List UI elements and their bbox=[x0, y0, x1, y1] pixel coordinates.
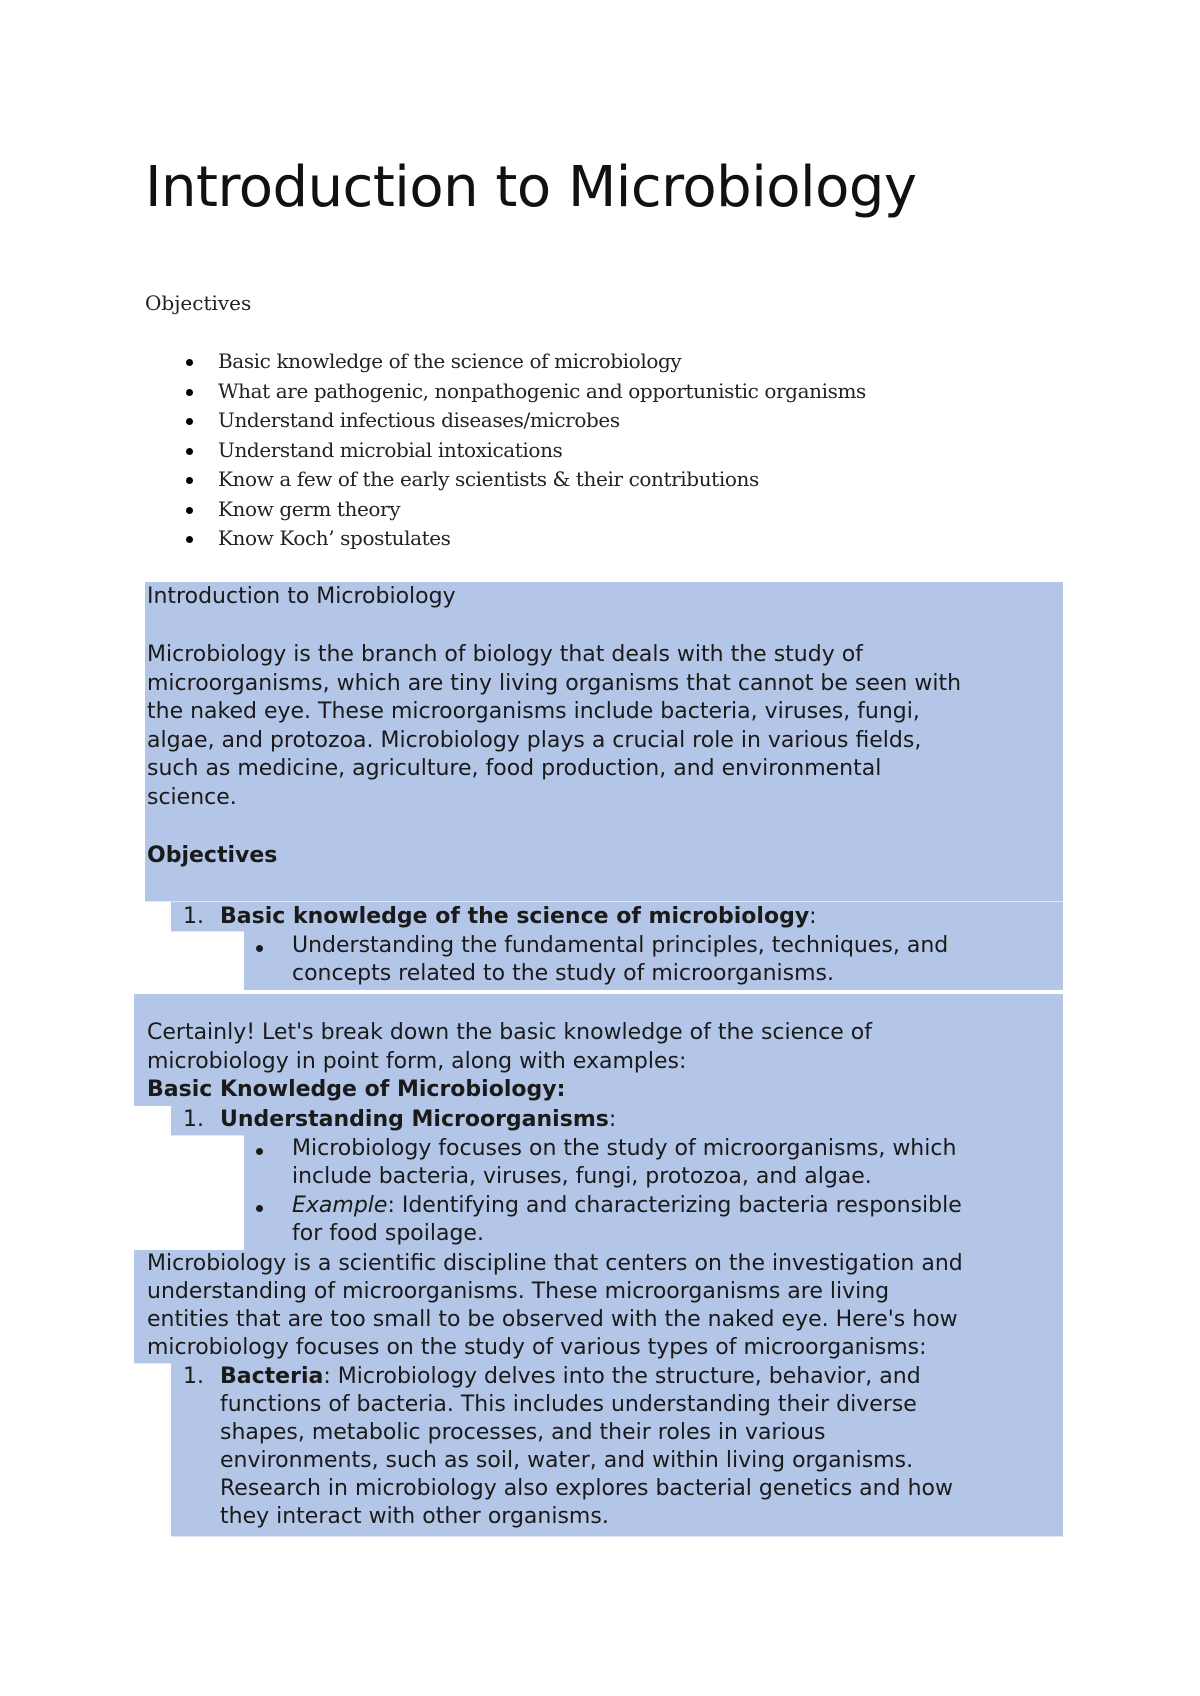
block1-item1-number: 1. bbox=[183, 904, 204, 929]
block3-item1-line: Research in microbiology also explores bacterial genetics and how bbox=[220, 1476, 953, 1501]
block2-example-line: Example: Identifying and characterizing bacteria responsible bbox=[292, 1193, 962, 1218]
list-item: Know a few of the early scientists & their contributions bbox=[186, 465, 866, 495]
bullet-icon bbox=[186, 507, 193, 514]
list-item: Understand microbial intoxications bbox=[186, 436, 866, 466]
list-item: Know Koch’ spostulates bbox=[186, 524, 866, 554]
block3-item1-number: 1. bbox=[183, 1364, 204, 1389]
block3-para-line: microbiology focuses on the study of various types of microorganisms: bbox=[147, 1335, 927, 1360]
block2-intro-line: microbiology in point form, along with examples: bbox=[147, 1049, 687, 1074]
block2-item1-number: 1. bbox=[183, 1107, 204, 1132]
block2-sub-line: include bacteria, viruses, fungi, protozoa, and algae. bbox=[292, 1164, 872, 1189]
block1-para-line: such as medicine, agriculture, food production, and environmental bbox=[147, 756, 882, 781]
block1-sub-line: Understanding the fundamental principles, techniques, and bbox=[292, 933, 949, 958]
bullet-icon bbox=[256, 945, 263, 952]
block1-para-line: science. bbox=[147, 785, 237, 810]
block2-example-line: for food spoilage. bbox=[292, 1221, 484, 1246]
bullet-icon bbox=[256, 1148, 263, 1155]
highlight-strip bbox=[145, 872, 1063, 902]
list-item: Know germ theory bbox=[186, 495, 866, 525]
block2-heading: Basic Knowledge of Microbiology: bbox=[147, 1077, 566, 1102]
block1-item1: Basic knowledge of the science of microbiology: bbox=[220, 904, 817, 929]
block1-para-line: microorganisms, which are tiny living organisms that cannot be seen with bbox=[147, 671, 962, 696]
block3-item1-line: Bacteria: Microbiology delves into the structure, behavior, and bbox=[220, 1364, 921, 1389]
block3-item1-line: functions of bacteria. This includes understanding their diverse bbox=[220, 1392, 917, 1417]
block1-para-line: algae, and protozoa. Microbiology plays a crucial role in various fields, bbox=[147, 728, 922, 753]
block2-intro-line: Certainly! Let's break down the basic knowledge of the science of bbox=[147, 1020, 872, 1045]
bullet-icon bbox=[186, 448, 193, 455]
list-item: Basic knowledge of the science of microbiology bbox=[186, 347, 866, 377]
block3-para-line: Microbiology is a scientific discipline that centers on the investigation and bbox=[147, 1251, 963, 1276]
bullet-icon bbox=[186, 536, 193, 543]
bullet-icon bbox=[186, 418, 193, 425]
block3-item1-line: shapes, metabolic processes, and their roles in various bbox=[220, 1420, 826, 1445]
block2-item1: Understanding Microorganisms: bbox=[220, 1107, 617, 1132]
block1-sub-line: concepts related to the study of microorganisms. bbox=[292, 961, 834, 986]
block1-para-line: Microbiology is the branch of biology that deals with the study of bbox=[147, 642, 863, 667]
bullet-icon bbox=[186, 477, 193, 484]
objectives-heading: Objectives bbox=[145, 291, 252, 315]
block1-para-line: the naked eye. These microorganisms include bacteria, viruses, fungi, bbox=[147, 699, 920, 724]
block1-objectives-label: Objectives bbox=[147, 843, 278, 868]
list-item: Understand infectious diseases/microbes bbox=[186, 406, 866, 436]
block3-para-line: understanding of microorganisms. These microorganisms are living bbox=[147, 1279, 890, 1304]
block3-para-line: entities that are too small to be observed with the naked eye. Here's how bbox=[147, 1307, 958, 1332]
page-title: Introduction to Microbiology bbox=[145, 155, 917, 220]
list-item: What are pathogenic, nonpathogenic and opportunistic organisms bbox=[186, 377, 866, 407]
objectives-list bbox=[186, 347, 866, 554]
block1-heading: Introduction to Microbiology bbox=[147, 584, 456, 609]
block2-sub-line: Microbiology focuses on the study of microorganisms, which bbox=[292, 1136, 957, 1161]
bullet-icon bbox=[186, 359, 193, 366]
block3-item1-line: they interact with other organisms. bbox=[220, 1504, 609, 1529]
block3-item1-line: environments, such as soil, water, and within living organisms. bbox=[220, 1448, 914, 1473]
bullet-icon bbox=[186, 389, 193, 396]
bullet-icon bbox=[256, 1205, 263, 1212]
